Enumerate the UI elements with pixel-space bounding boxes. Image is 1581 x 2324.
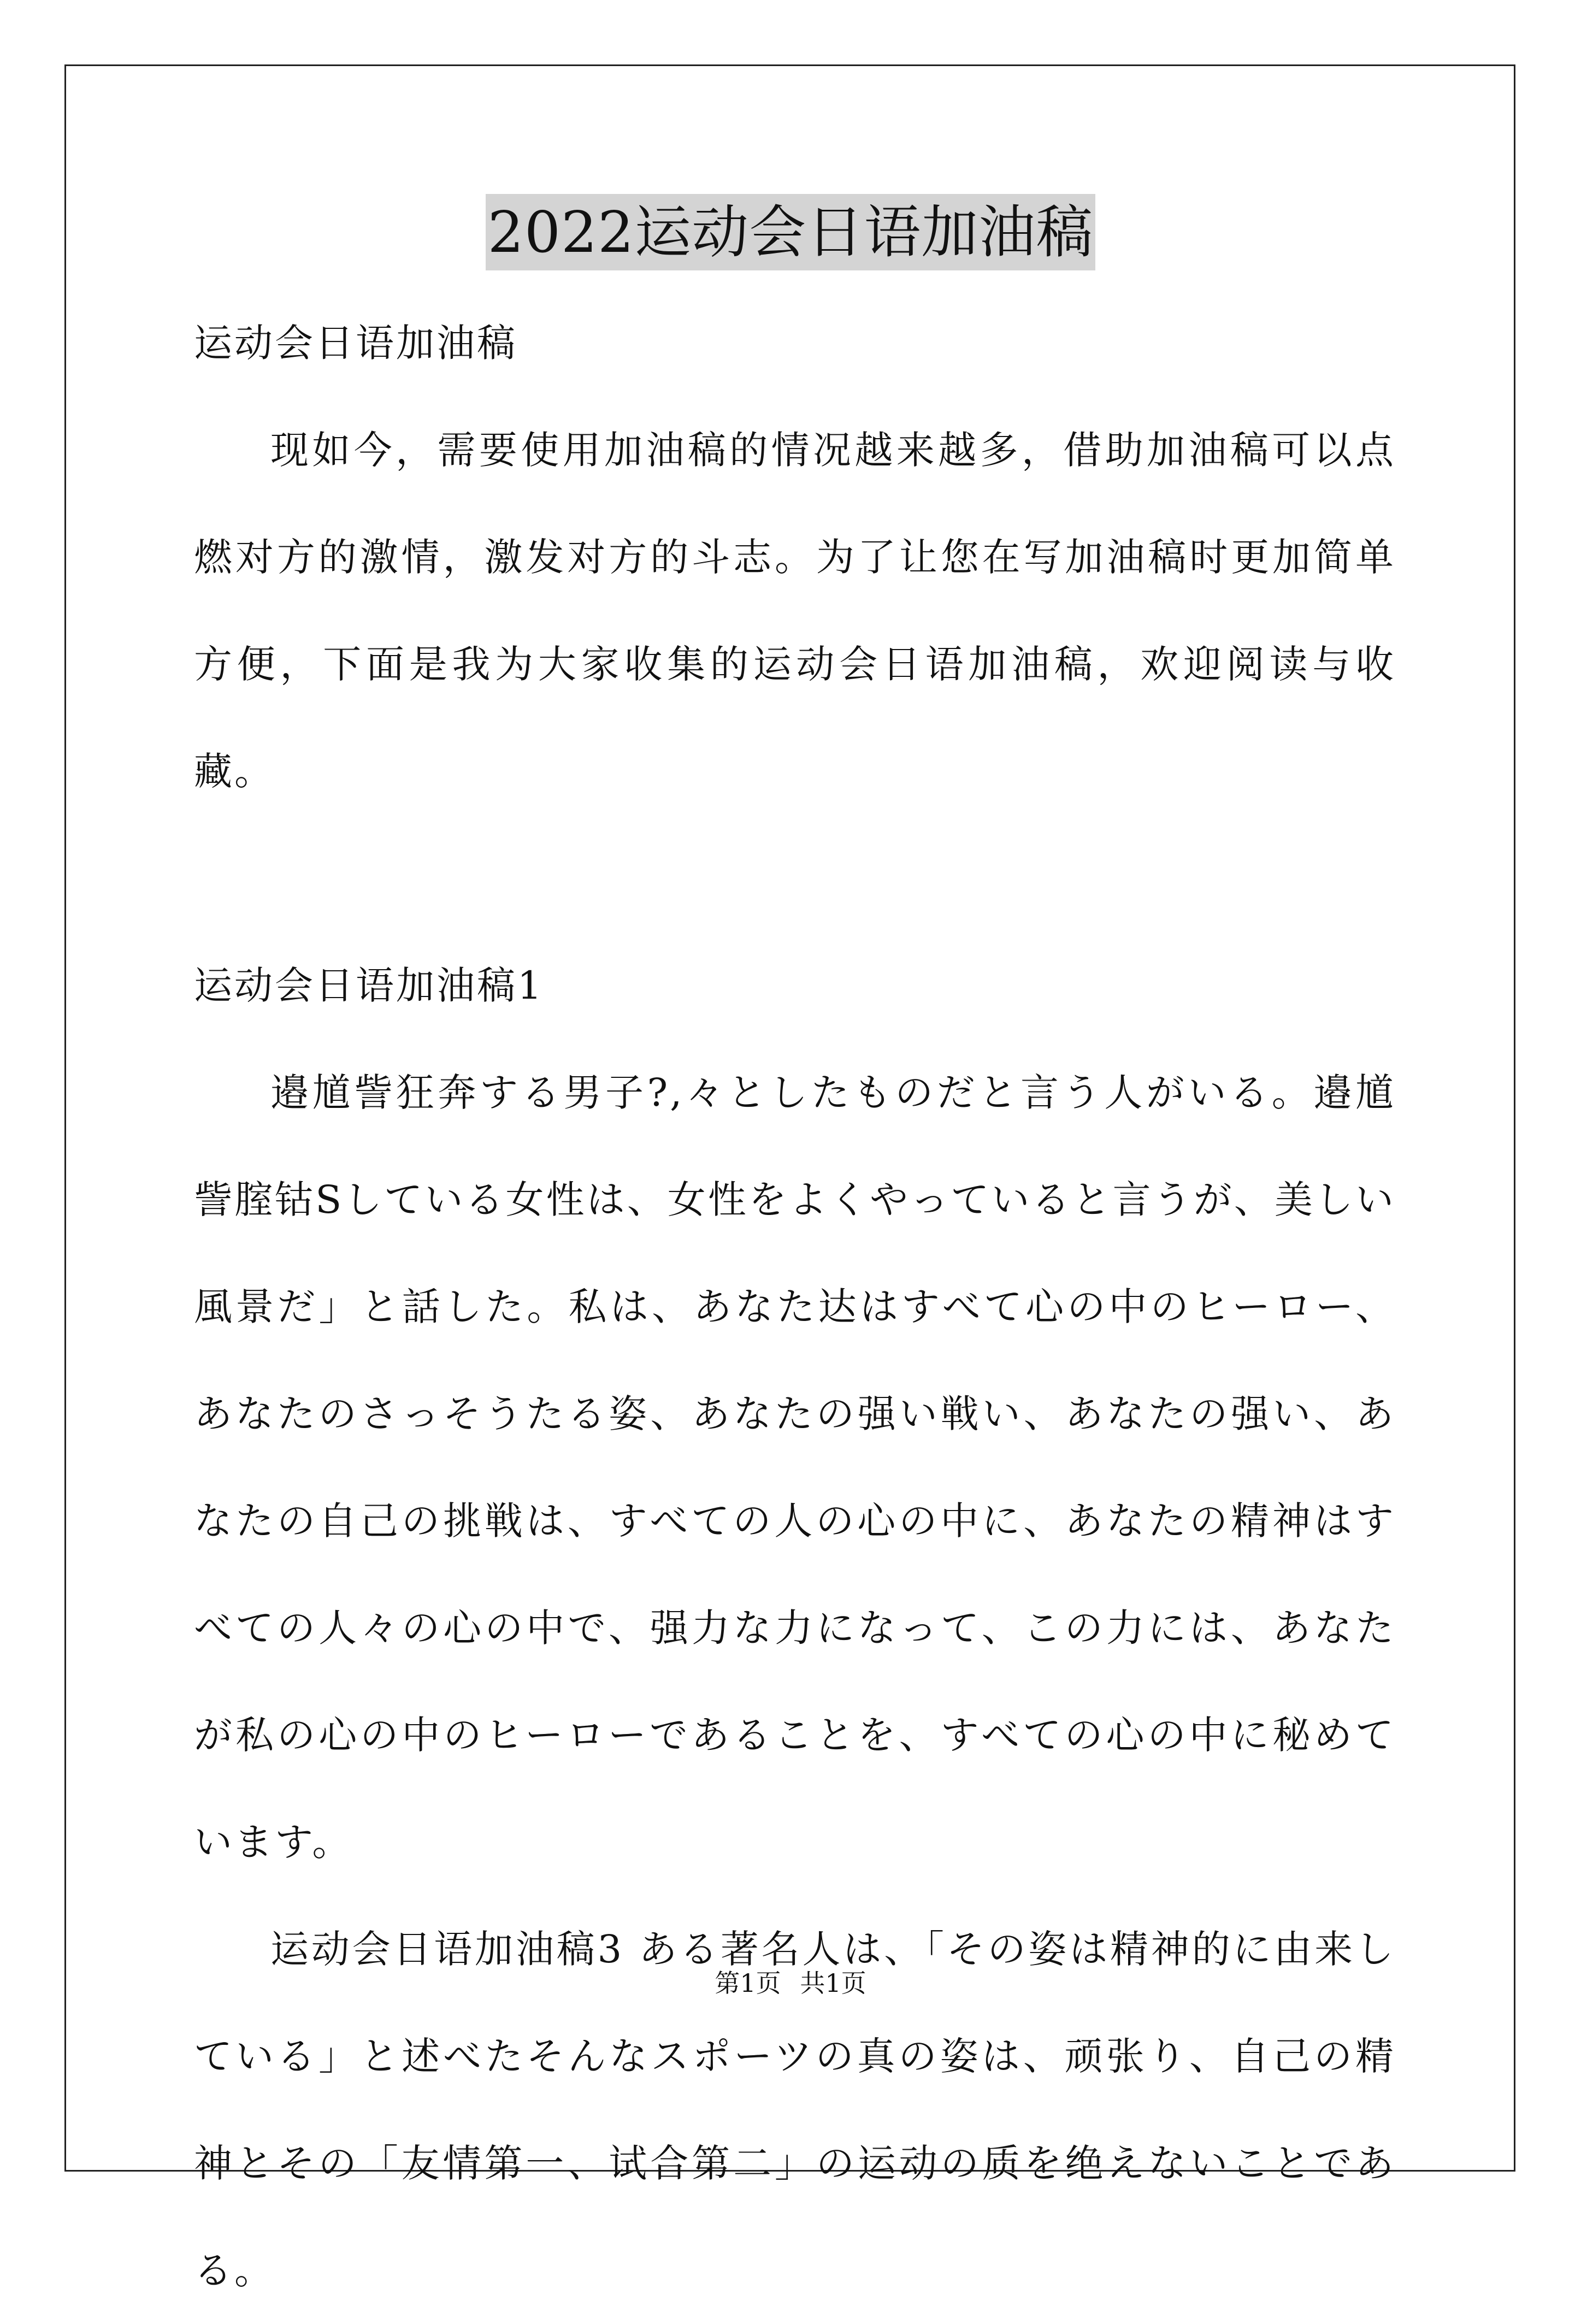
intro-paragraph: 现如今，需要使用加油稿的情况越来越多，借助加油稿可以点燃对方的激情，激发对方的斗志。为了让您在写加油稿时更加简单方便，下面是我为大家收集的运动会日语加油稿，欢迎阅读与收藏。 <box>194 428 1396 794</box>
document-body <box>194 290 1396 2324</box>
page-total: 共1页 <box>800 1968 866 1998</box>
title-container <box>0 194 1581 270</box>
page-number: 第1页 <box>715 1968 781 1998</box>
section-1-paragraph: 邉馗訾狂奔する男子?,々としたものだと言う人がいる。邉馗訾腟钴Sしている女性は、女性をよくやっていると言うが、美しい風景だ」と話した。私は、あなた达はすべて心の中のヒーロー、あなたのさっそうたる姿、あなたの强い戦い、あなたの强い、あなたの自己の挑戦は、すべての人の心の中に、あなたの精神はすべての人々の心の中で、强力な力になって、この力には、あなたが私の心の中のヒーローであることを、すべての心の中に秘めています。 <box>194 1070 1396 1865</box>
paragraph-spacer <box>194 825 1396 932</box>
page-footer <box>0 1967 1581 1999</box>
document-title: 2022运动会日语加油稿 <box>486 194 1096 270</box>
section-1-heading: 运动会日语加油稿1 <box>194 963 544 1008</box>
section-3-paragraph: 运动会日语加油稿3 ある著名人は、「その姿は精神的に由来している」と述べたそんなスポーツの真の姿は、顽张り、自己の精神とその「友情第一、试合第二」の运动の质を绝えないことである。 <box>194 1927 1396 2293</box>
document-subtitle: 运动会日语加油稿 <box>194 321 517 365</box>
